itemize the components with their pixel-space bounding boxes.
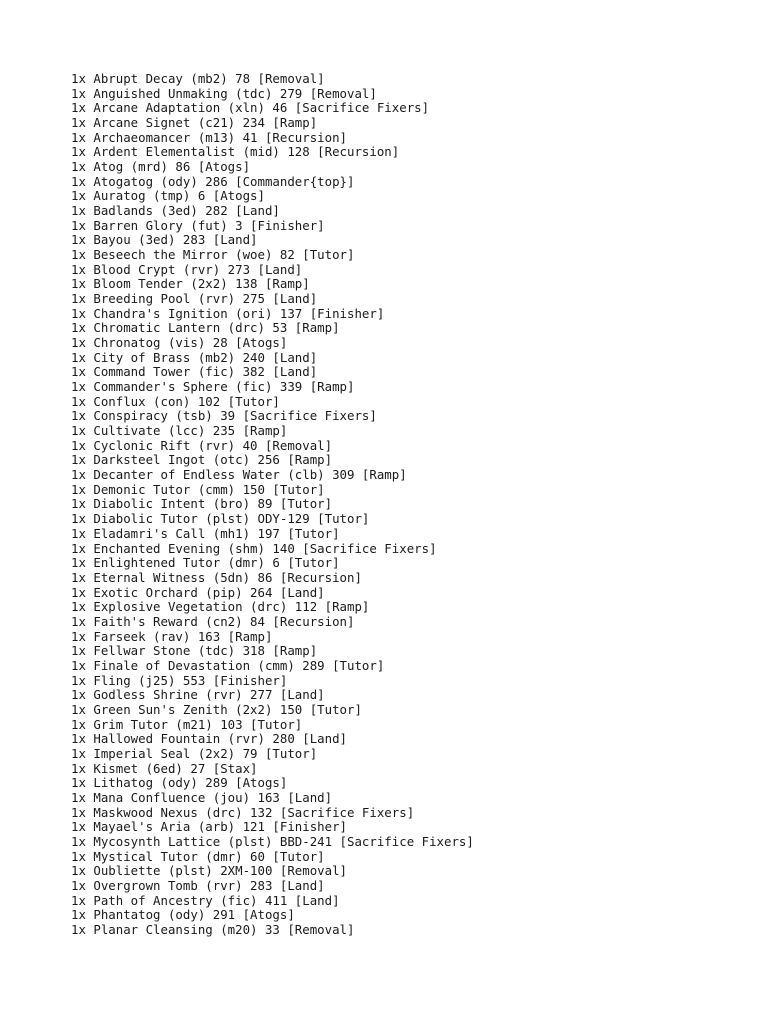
decklist-line: 1x Beseech the Mirror (woe) 82 [Tutor] [71,247,355,263]
decklist-line: 1x Planar Cleansing (m20) 33 [Removal] [71,921,355,937]
decklist-line: 1x Atog (mrd) 86 [Atogs] [71,159,251,175]
decklist-line: 1x Anguished Unmaking (tdc) 279 [Removal] [71,85,377,101]
decklist-line: 1x Exotic Orchard (pip) 264 [Land] [71,584,325,600]
decklist-line: 1x Cultivate (lcc) 235 [Ramp] [71,423,288,439]
decklist-line: 1x Eternal Witness (5dn) 86 [Recursion] [71,569,362,585]
decklist-line: 1x Lithatog (ody) 289 [Atogs] [71,775,288,791]
decklist-line: 1x Conflux (con) 102 [Tutor] [71,393,280,409]
decklist-line: 1x Grim Tutor (m21) 103 [Tutor] [71,716,303,732]
decklist-line: 1x Chronatog (vis) 28 [Atogs] [71,335,288,351]
decklist-line: 1x Farseek (rav) 163 [Ramp] [71,628,273,644]
decklist-line: 1x Darksteel Ingot (otc) 256 [Ramp] [71,452,333,468]
decklist-line: 1x Ardent Elementalist (mid) 128 [Recursion] [71,144,400,160]
decklist-line: 1x Auratog (tmp) 6 [Atogs] [71,188,265,204]
decklist-line: 1x Green Sun's Zenith (2x2) 150 [Tutor] [71,701,362,717]
decklist-line: 1x Demonic Tutor (cmm) 150 [Tutor] [71,481,325,497]
decklist-line: 1x Chandra's Ignition (ori) 137 [Finisher] [71,305,385,321]
decklist-line: 1x Enchanted Evening (shm) 140 [Sacrifice Fixers] [71,540,437,556]
decklist-line: 1x Breeding Pool (rvr) 275 [Land] [71,291,318,307]
decklist-line: 1x Oubliette (plst) 2XM-100 [Removal] [71,863,348,879]
decklist-line: 1x Godless Shrine (rvr) 277 [Land] [71,687,325,703]
decklist-line: 1x Decanter of Endless Water (clb) 309 [Ramp] [71,467,407,483]
decklist [71,72,474,938]
decklist-line: 1x Explosive Vegetation (drc) 112 [Ramp] [71,599,370,615]
decklist-line: 1x Badlands (3ed) 282 [Land] [71,203,280,219]
decklist-line: 1x Fling (j25) 553 [Finisher] [71,672,288,688]
decklist-line: 1x Phantatog (ody) 291 [Atogs] [71,907,295,923]
decklist-line: 1x Path of Ancestry (fic) 411 [Land] [71,892,340,908]
decklist-line: 1x Conspiracy (tsb) 39 [Sacrifice Fixers] [71,408,377,424]
decklist-line: 1x Mayael's Aria (arb) 121 [Finisher] [71,819,348,835]
decklist-line: 1x Kismet (6ed) 27 [Stax] [71,760,258,776]
decklist-line: 1x Blood Crypt (rvr) 273 [Land] [71,261,303,277]
decklist-line: 1x Mycosynth Lattice (plst) BBD-241 [Sacrifice Fixers] [71,833,474,849]
decklist-line: 1x Diabolic Intent (bro) 89 [Tutor] [71,496,333,512]
decklist-line: 1x Cyclonic Rift (rvr) 40 [Removal] [71,437,333,453]
decklist-line: 1x Enlightened Tutor (dmr) 6 [Tutor] [71,555,340,571]
decklist-line: 1x Chromatic Lantern (drc) 53 [Ramp] [71,320,340,336]
decklist-line: 1x Overgrown Tomb (rvr) 283 [Land] [71,877,325,893]
decklist-line: 1x Commander's Sphere (fic) 339 [Ramp] [71,379,355,395]
decklist-line: 1x Maskwood Nexus (drc) 132 [Sacrifice Fixers] [71,804,415,820]
decklist-line: 1x Archaeomancer (m13) 41 [Recursion] [71,129,348,145]
decklist-line: 1x City of Brass (mb2) 240 [Land] [71,349,318,365]
decklist-line: 1x Finale of Devastation (cmm) 289 [Tutor] [71,657,385,673]
decklist-line: 1x Mystical Tutor (dmr) 60 [Tutor] [71,848,325,864]
decklist-line: 1x Fellwar Stone (tdc) 318 [Ramp] [71,643,318,659]
decklist-line: 1x Hallowed Fountain (rvr) 280 [Land] [71,731,348,747]
decklist-line: 1x Imperial Seal (2x2) 79 [Tutor] [71,745,318,761]
decklist-line: 1x Bloom Tender (2x2) 138 [Ramp] [71,276,310,292]
decklist-line: 1x Command Tower (fic) 382 [Land] [71,364,318,380]
decklist-line: 1x Abrupt Decay (mb2) 78 [Removal] [71,71,325,86]
decklist-line: 1x Faith's Reward (cn2) 84 [Recursion] [71,613,355,629]
decklist-line: 1x Arcane Signet (c21) 234 [Ramp] [71,115,318,131]
decklist-line: 1x Mana Confluence (jou) 163 [Land] [71,789,333,805]
decklist-line: 1x Eladamri's Call (mh1) 197 [Tutor] [71,525,340,541]
decklist-line: 1x Arcane Adaptation (xln) 46 [Sacrifice Fixers] [71,100,430,116]
decklist-line: 1x Barren Glory (fut) 3 [Finisher] [71,217,325,233]
decklist-line: 1x Atogatog (ody) 286 [Commander{top}] [71,173,355,189]
decklist-line: 1x Bayou (3ed) 283 [Land] [71,232,258,248]
decklist-line: 1x Diabolic Tutor (plst) ODY-129 [Tutor] [71,511,370,527]
